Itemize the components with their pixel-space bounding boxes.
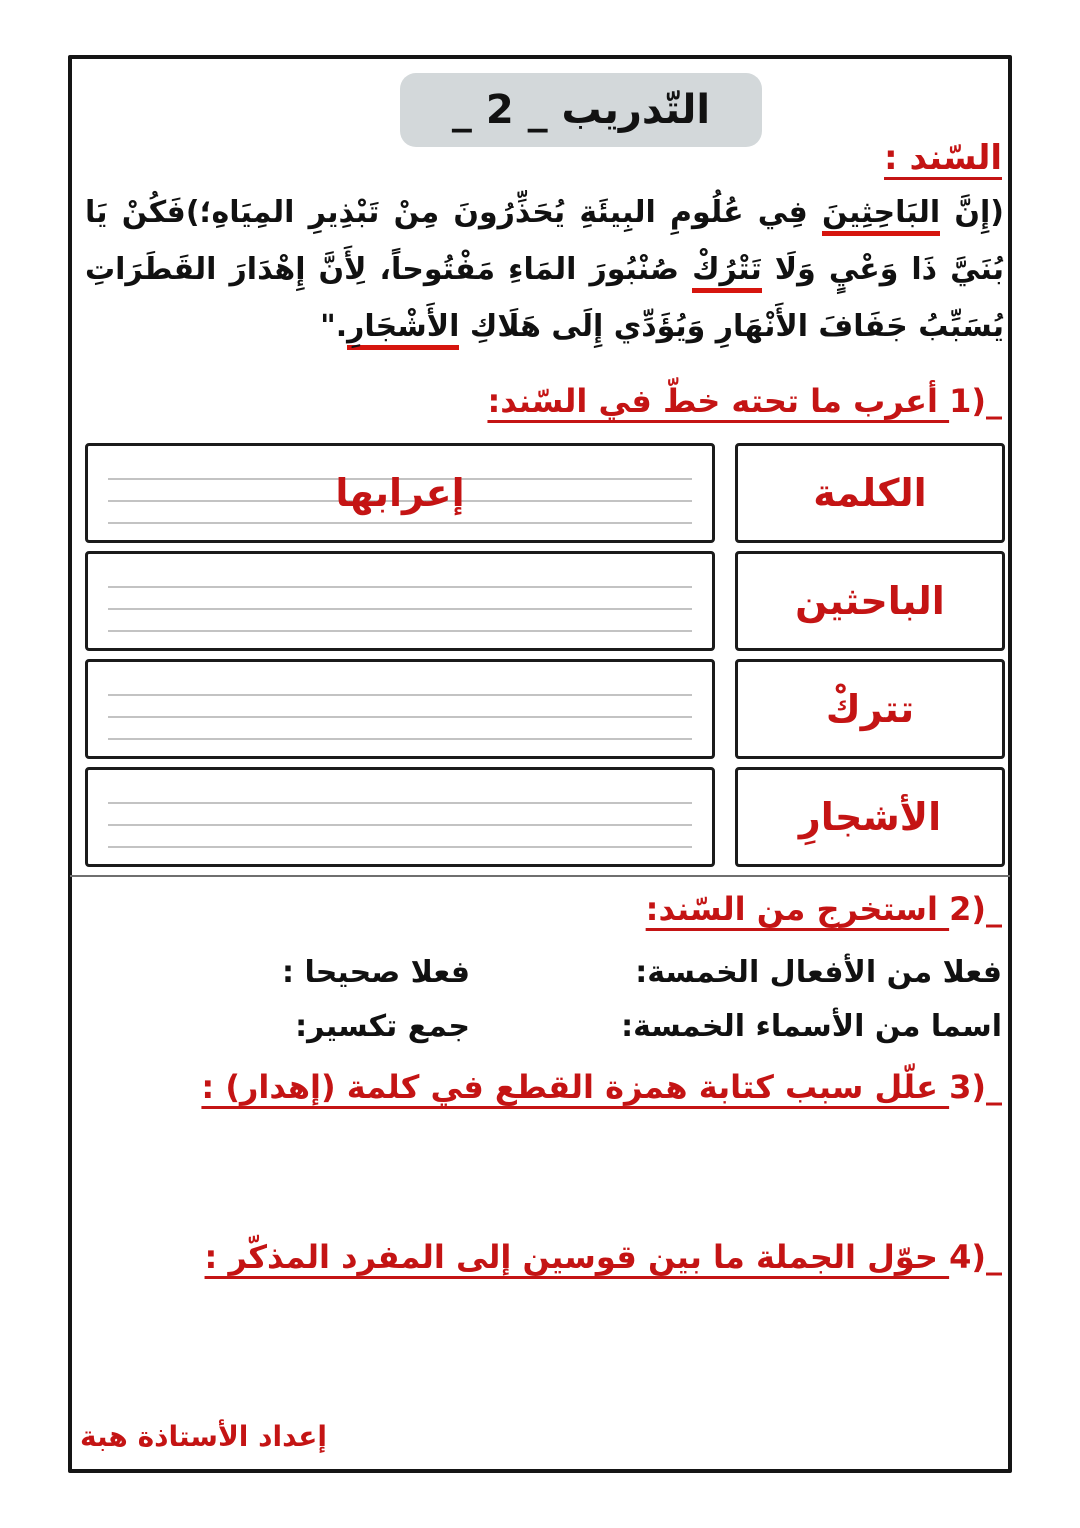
- question-3-text: علّل سبب كتابة همزة القطع في كلمة (إهدار) :: [201, 1068, 950, 1106]
- table-header-answer-label: إعرابها: [335, 471, 465, 515]
- sanad-line-2: [85, 243, 1004, 300]
- sanad-line2-post: صُنْبُورَ المَاءِ مَفْتُوحاً، لِأَنَّ إِهْدَارَ القَطَرَاتِ: [85, 252, 693, 287]
- question-4-heading: [205, 1238, 1002, 1276]
- parsing-table: [85, 443, 1005, 867]
- sanad-line1-post: فِي عُلُومِ البِيئَةِ يُحَذِّرُونَ مِنْ تَبْذِيرِ المِيَاهِ؛)فَكُنْ يَا: [85, 195, 822, 230]
- extraction-right-1: فعلا من الأفعال الخمسة:: [635, 955, 1002, 990]
- question-1-heading: [487, 382, 1002, 420]
- question-2-text: استخرج من السّند:: [645, 890, 950, 928]
- underlined-word-tatruk: تَتْرُكْ: [692, 252, 762, 293]
- section-divider: [70, 875, 1010, 877]
- sanad-line-1: [85, 186, 1004, 243]
- worksheet-title: التّدريب _ 2 _: [451, 87, 711, 133]
- question-3-number: 3)_: [949, 1068, 1002, 1106]
- worksheet-title-pill: [400, 73, 762, 147]
- table-header-answer: [85, 443, 715, 543]
- sanad-line-3: [85, 300, 1004, 357]
- sanad-line2-pre: بُنَيَّ ذَا وَعْيٍ وَلَا: [761, 252, 1004, 287]
- underlined-word-albahithin: البَاحِثِينَ: [822, 195, 940, 236]
- sanad-line3-post: .": [320, 309, 348, 344]
- sanad-line1-pre: (إِنَّ: [940, 195, 1004, 230]
- table-word-albahithin: الباحثين: [735, 551, 1005, 651]
- underlined-word-alashjar: الأَشْجَارِ: [347, 309, 459, 350]
- table-answer-blank-3: [85, 767, 715, 867]
- question-2-heading: [646, 890, 1002, 928]
- sanad-label: السّند :: [884, 138, 1002, 178]
- author-credit: إعداد الأستاذة هبة: [80, 1420, 328, 1453]
- question-2-number: 2)_: [949, 890, 1002, 928]
- question-1-text: أعرب ما تحته خطّ في السّند:: [487, 382, 950, 420]
- extraction-left-2: جمع تكسير:: [295, 1009, 470, 1044]
- table-word-alashjar: الأشجارِ: [735, 767, 1005, 867]
- extraction-row-1: [85, 948, 1002, 998]
- sanad-passage: [85, 186, 1004, 357]
- extraction-left-1: فعلا صحيحا :: [282, 955, 470, 990]
- sanad-line3-pre: يُسَبِّبُ جَفَافَ الأَنْهَارِ وَيُؤَدِّي إِلَى هَلَاكِ: [459, 309, 1004, 344]
- question-1-number: 1)_: [949, 382, 1002, 420]
- question-4-text: حوّل الجملة ما بين قوسين إلى المفرد المذكّر :: [204, 1238, 950, 1276]
- extraction-right-2: اسما من الأسماء الخمسة:: [621, 1009, 1002, 1044]
- table-answer-blank-2: [85, 659, 715, 759]
- table-answer-blank-1: [85, 551, 715, 651]
- extraction-row-2: [85, 1002, 1002, 1052]
- table-word-tatruk: تتركْ: [735, 659, 1005, 759]
- table-header-word: الكلمة: [735, 443, 1005, 543]
- question-4-number: 4)_: [949, 1238, 1002, 1276]
- question-3-heading: [201, 1068, 1002, 1106]
